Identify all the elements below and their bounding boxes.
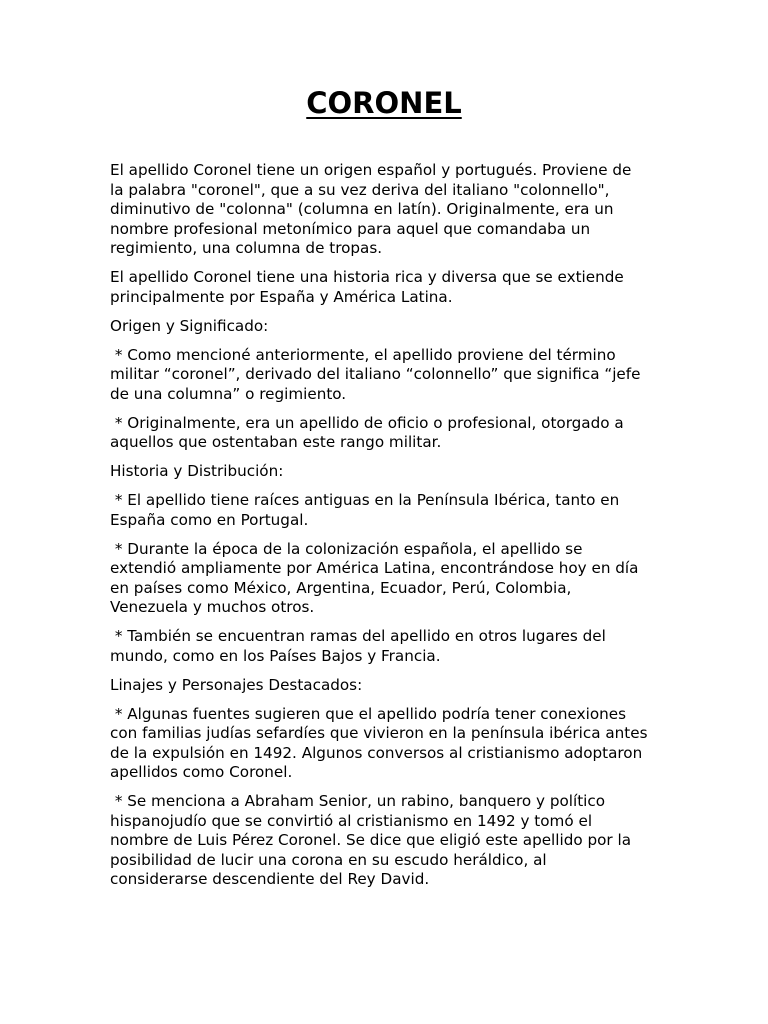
- bullet-history-2: * Durante la época de la colonización española, el apellido se extendió ampliamente por América Latina, encontrándose hoy en día en países como México, Argentina, Ecuador, Perú, Colombia, Venezuela y muchos otros.: [110, 539, 639, 616]
- document-title: CORONEL: [306, 86, 462, 120]
- document-body: [110, 161, 670, 899]
- paragraph-intro: El apellido Coronel tiene un origen español y portugués. Proviene de la palabra "coronel", que a su vez deriva del italiano "colonnello", diminutivo de "colonna" (columna en latín). Originalmente, era un nombre profesional metonímico para aquel que comandaba un regimiento, una columna de tropas.: [110, 161, 632, 257]
- bullet-origin-2: * Originalmente, era un apellido de oficio o profesional, otorgado a aquellos que ostentaban este rango militar.: [110, 413, 624, 451]
- section-heading-history: Historia y Distribución:: [110, 462, 284, 480]
- bullet-history-1: * El apellido tiene raíces antiguas en la Península Ibérica, tanto en España como en Portugal.: [110, 491, 620, 529]
- section-heading-origin: Origen y Significado:: [110, 316, 269, 335]
- paragraph-history-summary: El apellido Coronel tiene una historia rica y diversa que se extiende principalmente por España y América Latina.: [110, 268, 624, 306]
- section-heading-lineages: Linajes y Personajes Destacados:: [110, 675, 363, 694]
- bullet-lineages-2: * Se menciona a Abraham Senior, un rabino, banquero y político hispanojudío que se convirtió al cristianismo en 1492 y tomó el nombre de Luis Pérez Coronel. Se dice que eligió este apellido por la posibilidad de lucir una corona en su escudo heráldico, al considerarse descendiente del Rey David.: [110, 792, 632, 888]
- bullet-lineages-1: * Algunas fuentes sugieren que el apellido podría tener conexiones con familias judías sefardíes que vivieron en la península ibérica antes de la expulsión en 1492. Algunos conversos al cristianismo adoptaron apellidos como Coronel.: [110, 704, 648, 781]
- bullet-history-3: * También se encuentran ramas del apellido en otros lugares del mundo, como en los Países Bajos y Francia.: [110, 627, 606, 665]
- bullet-origin-1: * Como mencioné anteriormente, el apellido proviene del término militar “coronel”, derivado del italiano “colonnello” que significa “jefe de una columna” o regimiento.: [110, 345, 641, 403]
